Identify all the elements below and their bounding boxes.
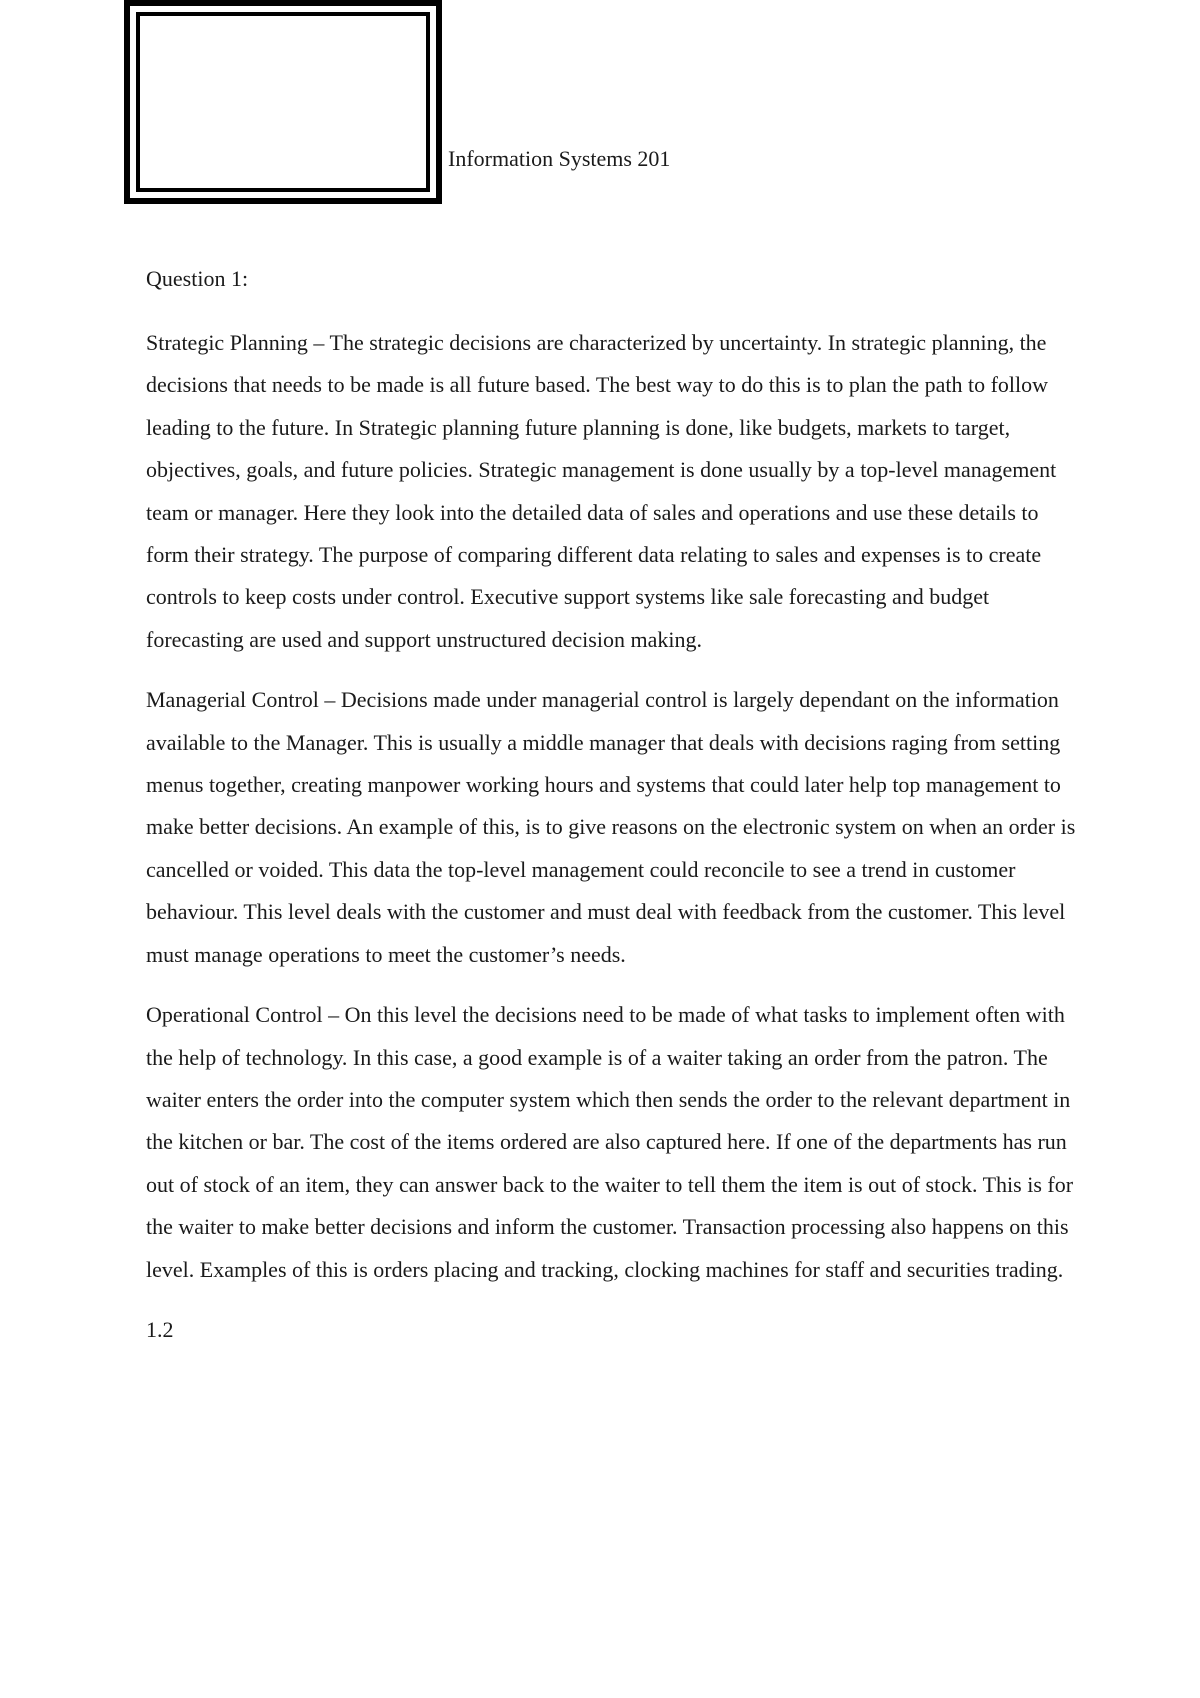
course-title: Information Systems 201 bbox=[448, 146, 671, 171]
section-number: 1.2 bbox=[146, 1316, 174, 1342]
paragraph-strategic-planning: Strategic Planning – The strategic decisions are characterized by uncertainty. In strategic planning, the decisions that needs to be made is all future based. The best way to do this is to plan the path to follow leading to the future. In Strategic planning future planning is done, like budgets, markets to target, objectives, goals, and future policies. Strategic management is done usually by a top-level management team or manager. Here they look into the detailed data of sales and operations and use these details to form their strategy. The purpose of comparing different data relating to sales and expenses is to create controls to keep costs under control. Executive support systems like sale forecasting and budget forecasting are used and support unstructured decision making. bbox=[146, 330, 1057, 652]
logo-placeholder-inner-border bbox=[136, 12, 430, 192]
logo-placeholder-frame bbox=[124, 0, 442, 204]
question-label: Question 1: bbox=[146, 266, 249, 291]
paragraph-managerial-control: Managerial Control – Decisions made under managerial control is largely dependant on the information available to the Manager. This is usually a middle manager that deals with decisions raging from setting menus together, creating manpower working hours and systems that could later help top management to make better decisions. An example of this, is to give reasons on the electronic system on when an order is cancelled or voided. This data the top-level management could reconcile to see a trend in customer behaviour. This level deals with the customer and must deal with feedback from the customer. This level must manage operations to meet the customer’s needs. bbox=[146, 687, 1076, 967]
paragraph-operational-control: Operational Control – On this level the decisions need to be made of what tasks to implement often with the help of technology. In this case, a good example is of a waiter taking an order from the patron. The waiter enters the order into the computer system which then sends the order to the relevant department in the kitchen or bar. The cost of the items ordered are also captured here. If one of the departments has run out of stock of an item, they can answer back to the waiter to tell them the item is out of stock. This is for the waiter to make better decisions and inform the customer. Transaction processing also happens on this level. Examples of this is orders placing and tracking, clocking machines for staff and securities trading. bbox=[146, 1002, 1074, 1282]
document-body bbox=[146, 258, 1076, 1351]
